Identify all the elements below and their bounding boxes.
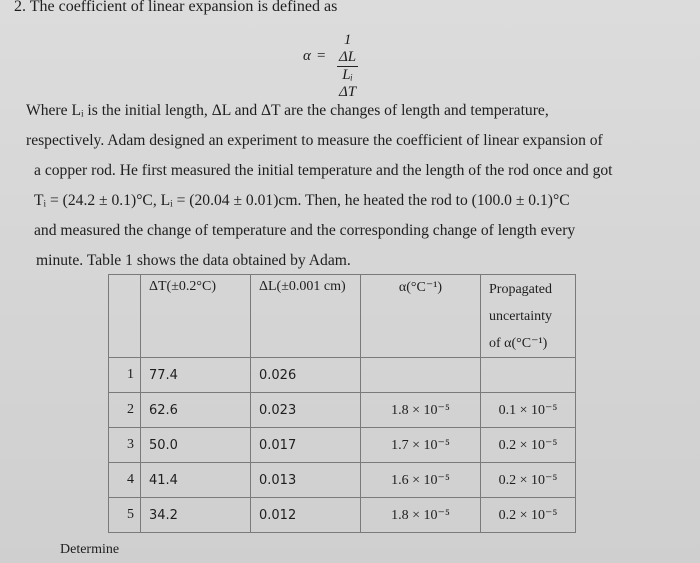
cell-alpha: 1.8 × 10⁻⁵ (361, 393, 481, 428)
cell-delta-l: 0.023 (251, 393, 361, 428)
cell-index: 3 (109, 428, 141, 463)
table-row (109, 393, 576, 428)
header-propagated-uncertainty (481, 275, 576, 358)
formula-numerator: 1 ΔL (339, 32, 357, 65)
table-row (109, 498, 576, 533)
question-header: 2. The coefficient of linear expansion is defined as (14, 0, 338, 15)
table-row (109, 358, 576, 393)
cell-alpha: 1.8 × 10⁻⁵ (361, 498, 481, 533)
header-delta-t: ΔT(±0.2°C) (141, 275, 251, 358)
formula-lhs: α (303, 48, 311, 64)
cell-delta-t: 41.4 (141, 463, 251, 498)
cell-delta-t: 62.6 (141, 393, 251, 428)
cell-delta-l: 0.012 (251, 498, 361, 533)
cell-index: 4 (109, 463, 141, 498)
cell-delta-l: 0.026 (251, 358, 361, 393)
paragraph-line: respectively. Adam designed an experiment to measure the coefficient of linear expansion of (26, 132, 603, 149)
cell-index: 5 (109, 498, 141, 533)
header-prop-line: uncertainty (489, 309, 552, 324)
header-delta-l: ΔL(±0.001 cm) (251, 275, 361, 358)
table-row (109, 428, 576, 463)
header-alpha: α(°C⁻¹) (361, 275, 481, 358)
table-header-row (109, 275, 576, 358)
cell-alpha: 1.7 × 10⁻⁵ (361, 428, 481, 463)
cell-delta-t: 77.4 (141, 358, 251, 393)
question-paragraph (26, 96, 666, 276)
cell-alpha (361, 358, 481, 393)
cell-uncertainty (481, 358, 576, 393)
cell-delta-l: 0.013 (251, 463, 361, 498)
cell-uncertainty: 0.2 × 10⁻⁵ (481, 428, 576, 463)
formula-fraction (337, 32, 358, 101)
cell-delta-l: 0.017 (251, 428, 361, 463)
cell-uncertainty: 0.2 × 10⁻⁵ (481, 463, 576, 498)
table-row (109, 463, 576, 498)
cell-uncertainty: 0.2 × 10⁻⁵ (481, 498, 576, 533)
footer-determine: Determine (60, 542, 120, 557)
paragraph-line: Tᵢ = (24.2 ± 0.1)°C, Lᵢ = (20.04 ± 0.01)cm. Then, he heated the rod to (100.0 ± 0.1)°C (34, 192, 570, 209)
paragraph-line: minute. Table 1 shows the data obtained by Adam. (36, 252, 351, 269)
paragraph-line: Where Lᵢ is the initial length, ΔL and ΔT are the changes of length and temperature, (26, 102, 549, 119)
cell-delta-t: 34.2 (141, 498, 251, 533)
data-table (108, 274, 576, 533)
cell-alpha: 1.6 × 10⁻⁵ (361, 463, 481, 498)
paragraph-line: and measured the change of temperature and the corresponding change of length every (34, 222, 576, 239)
header-index (109, 275, 141, 358)
formula-equals: = (317, 48, 326, 64)
formula-denominator: Lᵢ ΔT (339, 67, 357, 100)
cell-uncertainty: 0.1 × 10⁻⁵ (481, 393, 576, 428)
cell-index: 1 (109, 358, 141, 393)
header-prop-line: Propagated (489, 282, 552, 297)
cell-delta-t: 50.0 (141, 428, 251, 463)
header-prop-line: of α(°C⁻¹) (489, 336, 548, 351)
paragraph-line: a copper rod. He first measured the initial temperature and the length of the rod once and got (34, 162, 613, 179)
cell-index: 2 (109, 393, 141, 428)
